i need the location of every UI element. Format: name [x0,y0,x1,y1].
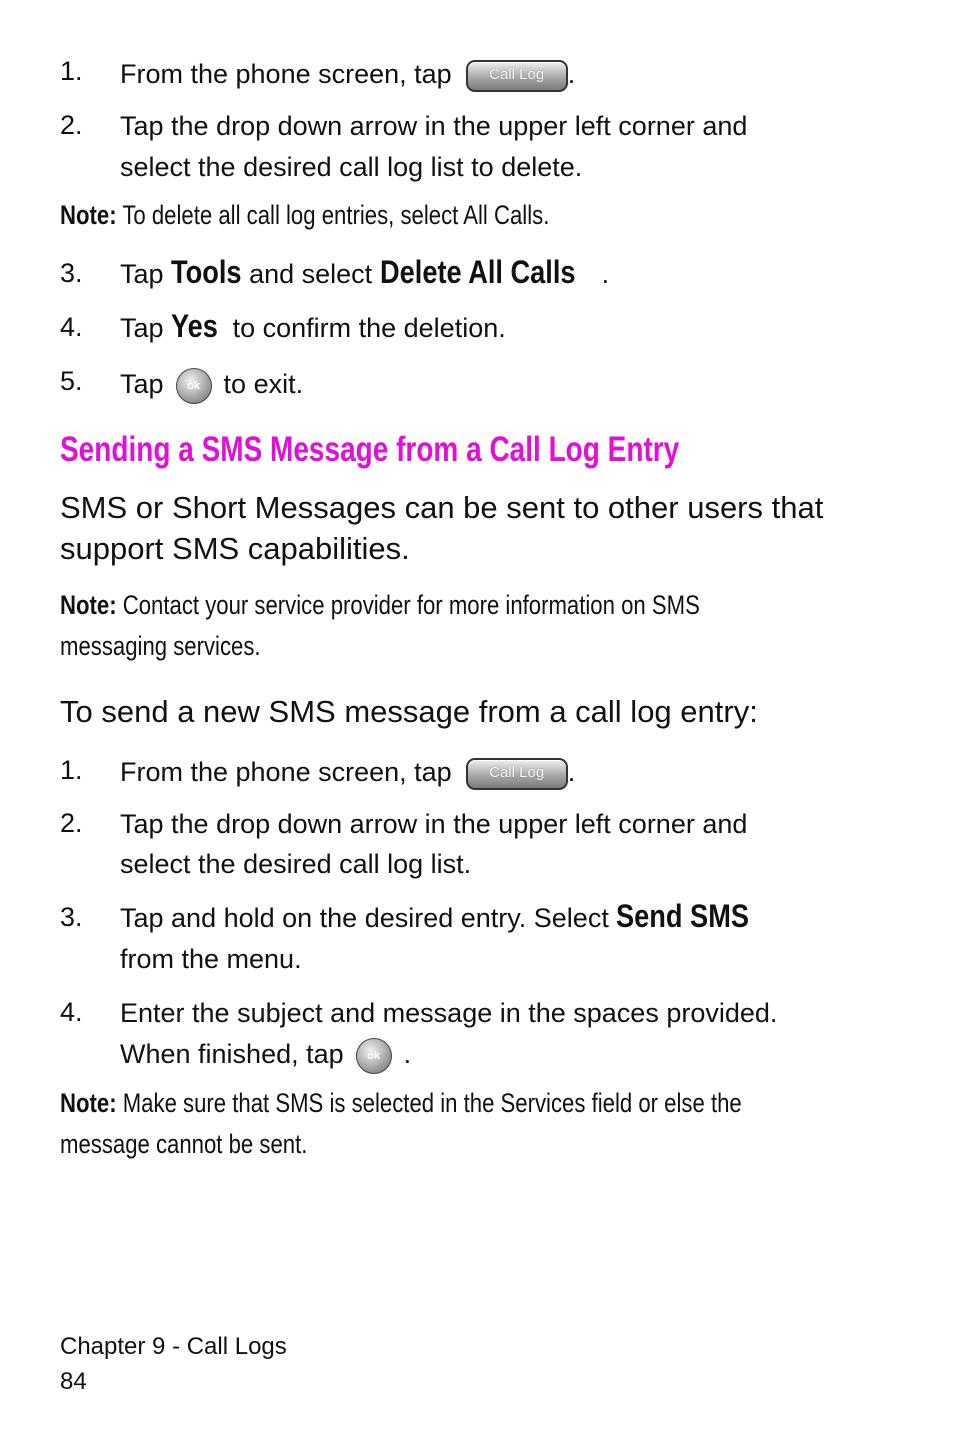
step-text-post: to exit. [223,369,304,399]
intro-line: SMS or Short Messages can be sent to other users that [60,490,824,525]
lead-text: To send a new SMS message from a call log entry: [60,694,758,729]
step-text-line: from the menu. [120,944,302,974]
note [60,590,700,621]
step-number: 4. [60,312,83,342]
step-text [120,1034,411,1074]
note-label: Note: [60,590,117,620]
step-number: 4. [60,997,83,1027]
step-text-pre: Tap [120,259,164,289]
step-text [120,752,575,792]
step-number: 5. [60,366,83,396]
step-text-post: . [403,1039,412,1069]
step-text-post: . [567,59,576,89]
note-text-line: messaging services. [60,631,261,661]
keyword-yes: Yes [171,308,218,344]
step-number: 3. [60,902,83,932]
note-text: Contact your service provider for more information on SMS [122,590,700,620]
note-label: Note: [60,200,117,230]
intro-line: support SMS capabilities. [60,531,410,566]
step-number: 2. [60,110,83,140]
page-number: 84 [60,1368,87,1395]
step-number: 1. [60,56,83,86]
step-number: 2. [60,808,83,838]
step-number: 3. [60,258,83,288]
step-text [120,54,575,94]
step-text [120,896,766,938]
ok-button-icon: ok [356,1038,392,1074]
section-heading: Sending a SMS Message from a Call Log Entry [60,430,680,469]
step-text-line: select the desired call log list. [120,849,472,879]
call-log-button-icon: Call Log [466,758,568,790]
call-log-button-icon: Call Log [466,60,568,92]
step-text-line: Enter the subject and message in the spaces provided. [120,998,778,1028]
step-text-pre: When finished, tap [120,1039,344,1069]
step-text-line: Tap the drop down arrow in the upper left corner and [120,111,748,141]
step-text-post: . [567,757,576,787]
note-text: To delete all call log entries, select All Calls. [122,200,550,230]
step-text-pre: Tap [120,369,164,399]
step-text-line: select the desired call log list to delete. [120,152,583,182]
step-text-pre: From the phone screen, tap [120,757,452,787]
step-number: 1. [60,755,83,785]
step-text [120,306,506,348]
note-text: Make sure that SMS is selected in the Services field or else the [122,1088,742,1118]
step-text [120,364,303,404]
keyword-tools: Tools [171,254,242,290]
chapter-footer: Chapter 9 - Call Logs [60,1333,287,1360]
step-text-pre: From the phone screen, tap [120,59,452,89]
note-text-line: message cannot be sent. [60,1129,308,1159]
step-text-post: . [601,259,610,289]
step-text-post: to confirm the deletion. [232,313,506,343]
step-text-pre: Tap and hold on the desired entry. Select [120,903,609,933]
note [60,1088,742,1119]
step-text-line: Tap the drop down arrow in the upper left corner and [120,809,748,839]
step-text-pre: Tap [120,313,164,343]
step-text-mid: and select [249,259,373,289]
keyword-send-sms: Send SMS [616,898,750,934]
keyword-delete-all-calls: Delete All Calls [379,254,576,290]
step-text [120,252,609,294]
note [60,200,549,231]
note-label: Note: [60,1088,117,1118]
ok-button-icon: ok [176,368,212,404]
